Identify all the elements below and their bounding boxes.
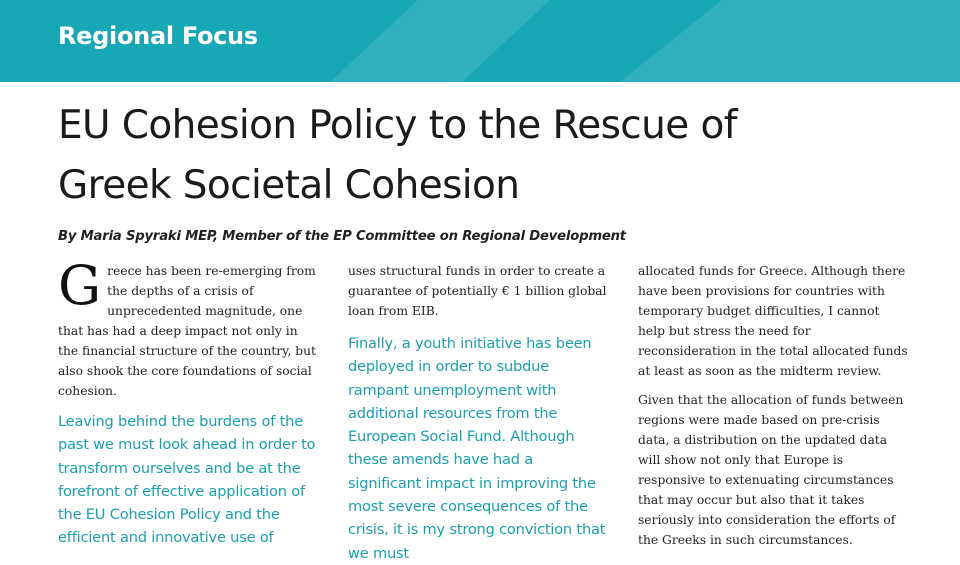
intro-text: reece has been re-emerging from the depths of a crisis of unprecedented magnitude, one that has had a deep impact not only in the financial structure of the country, but also shook the core foundations of social cohesion.: [58, 264, 317, 398]
section-banner: [0, 0, 960, 82]
body-paragraph: uses structural funds in order to create a guarantee of potentially € 1 billion global loan from EIB.: [348, 264, 607, 318]
banner-decoration: [330, 0, 550, 82]
section-label: Regional Focus: [58, 22, 258, 50]
body-paragraph: allocated funds for Greece. Although there have been provisions for countries with temporary budget difficulties, I cannot help but stress the need for reconsideration in the total allocated funds at least as soon as the midterm review.: [638, 264, 908, 378]
drop-cap: G: [58, 254, 102, 317]
byline: By Maria Spyraki MEP, Member of the EP Committee on Regional Development: [58, 229, 626, 244]
article-column-3: [638, 261, 910, 559]
body-paragraph: Given that the allocation of funds between regions were made based on pre-crisis data, a distribution on the updated data will show not only that Europe is responsive to extenuating circumstances that may occur but also that it takes seriously into consideration the efforts of the Greeks in such circumstances.: [638, 393, 904, 547]
intro-paragraph: [58, 254, 320, 401]
title-line-1: EU Cohesion Policy to the Rescue of: [58, 103, 737, 148]
title-line-2: Greek Societal Cohesion: [58, 163, 520, 208]
article-column-1: [58, 254, 320, 550]
banner-decoration: [620, 0, 960, 82]
article-title: [58, 96, 918, 216]
pull-quote: Leaving behind the burdens of the past we must look ahead in order to transform ourselves and be at the forefront of effective application of the EU Cohesion Policy and the efficient and innovative use of: [58, 413, 316, 547]
article-column-2: [348, 261, 610, 565]
pull-quote: Finally, a youth initiative has been deployed in order to subdue rampant unemployment with additional resources from the European Social Fund. Although these amends have had a significant impact in improving the most severe consequences of the crisis, it is my strong conviction that we must: [348, 335, 606, 562]
